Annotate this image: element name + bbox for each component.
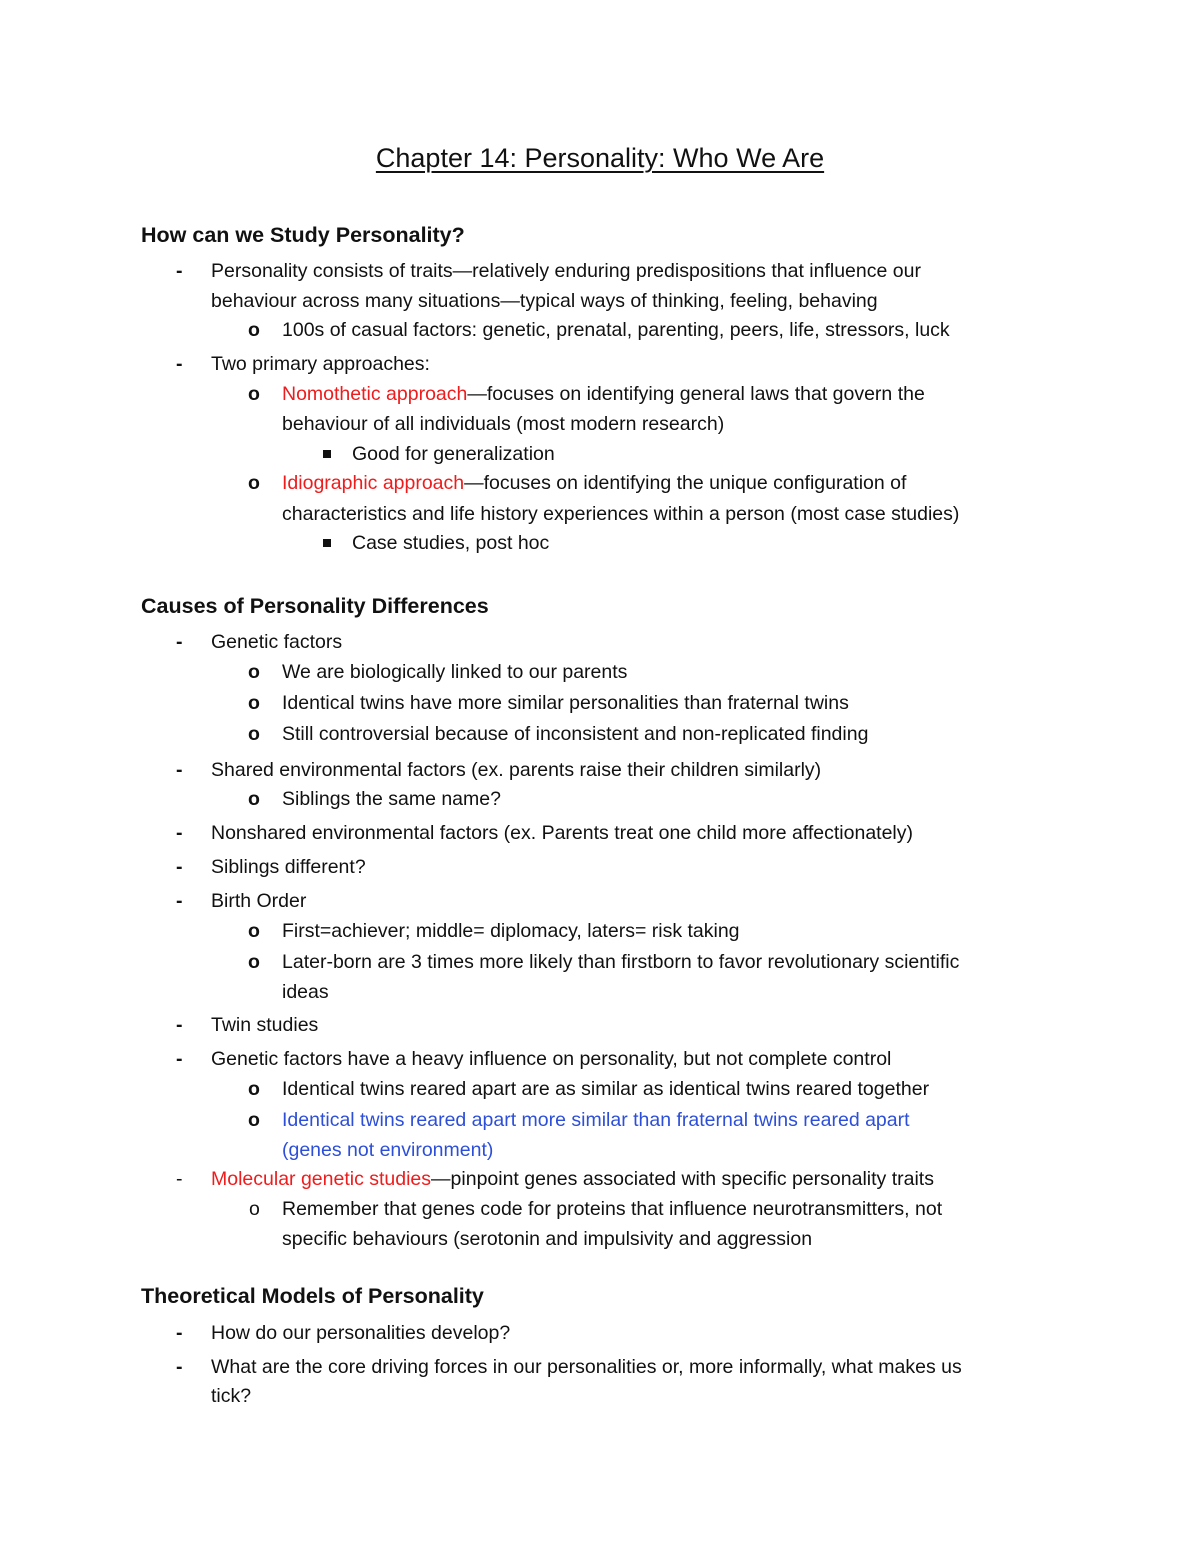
list-item-continuation: behaviour across many situations—typical ways of thinking, feeling, behaving: [211, 290, 878, 312]
dash-bullet: -: [176, 1322, 183, 1344]
sub-list-item: Remember that genes code for proteins that influence neurotransmitters, not: [282, 1198, 943, 1220]
list-item: Shared environmental factors (ex. parents raise their children similarly): [211, 759, 822, 781]
circle-bullet: o: [248, 1078, 260, 1100]
dash-bullet: -: [176, 1356, 183, 1378]
dash-bullet: -: [176, 260, 183, 282]
sub-list-item: We are biologically linked to our parents: [282, 661, 628, 683]
sub-list-item-continuation: behaviour of all individuals (most modern research): [282, 413, 725, 435]
circle-bullet: o: [248, 951, 260, 973]
circle-bullet: o: [248, 472, 260, 494]
dash-bullet: -: [176, 631, 183, 653]
dash-bullet: -: [176, 856, 183, 878]
dash-bullet: -: [176, 1014, 183, 1036]
list-item: Siblings different?: [211, 856, 366, 878]
sub-list-item-continuation: (genes not environment): [282, 1139, 494, 1161]
section-heading-study: How can we Study Personality?: [141, 223, 465, 247]
dash-bullet: -: [176, 1048, 183, 1070]
sub-list-item: Identical twins have more similar personalities than fraternal twins: [282, 692, 849, 714]
term-nomothetic: Nomothetic approach: [282, 383, 468, 405]
circle-bullet: o: [248, 1109, 260, 1131]
dash-bullet: -: [176, 890, 183, 912]
definition-text: —focuses on identifying general laws that govern the: [467, 383, 925, 405]
circle-bullet: o: [248, 723, 260, 745]
list-item: Personality consists of traits—relatively enduring predispositions that influence our: [211, 260, 921, 282]
square-bullet: [323, 539, 331, 547]
square-bullet: [323, 450, 331, 458]
sub-list-item-continuation: specific behaviours (serotonin and impulsivity and aggression: [282, 1228, 813, 1250]
dash-bullet: -: [176, 822, 183, 844]
dash-bullet: -: [176, 1168, 183, 1190]
list-item: Genetic factors: [211, 631, 343, 653]
sub-list-item: 100s of casual factors: genetic, prenatal, parenting, peers, life, stressors, luck: [282, 319, 950, 341]
list-item-molecular: [211, 1164, 934, 1194]
list-item: How do our personalities develop?: [211, 1322, 511, 1344]
sub-list-item: Siblings the same name?: [282, 788, 501, 810]
dash-bullet: -: [176, 759, 183, 781]
term-molecular: Molecular genetic studies: [211, 1168, 432, 1190]
list-item: Birth Order: [211, 890, 307, 912]
definition-text: —focuses on identifying the unique configuration of: [464, 472, 907, 494]
list-item: Twin studies: [211, 1014, 319, 1036]
term-idiographic: Idiographic approach: [282, 472, 465, 494]
page-title: Chapter 14: Personality: Who We Are: [375, 143, 825, 173]
list-item: Genetic factors have a heavy influence on personality, but not complete control: [211, 1048, 892, 1070]
sub-list-item-highlighted: Identical twins reared apart more similar than fraternal twins reared apart: [282, 1109, 910, 1131]
dash-bullet: -: [176, 353, 183, 375]
sub-list-item-continuation: ideas: [282, 981, 329, 1003]
sub-list-item: Still controversial because of inconsistent and non-replicated finding: [282, 723, 869, 745]
sub-list-item: Later-born are 3 times more likely than firstborn to favor revolutionary scientific: [282, 951, 960, 973]
list-item: Two primary approaches:: [211, 353, 430, 375]
circle-bullet: o: [248, 788, 260, 810]
circle-bullet: o: [248, 319, 260, 341]
circle-bullet: o: [248, 692, 260, 714]
sub-list-item-nomothetic: [282, 379, 925, 409]
list-item: Nonshared environmental factors (ex. Parents treat one child more affectionately): [211, 822, 913, 844]
sub-sub-list-item: Good for generalization: [352, 443, 555, 465]
section-heading-causes: Causes of Personality Differences: [141, 594, 489, 618]
sub-list-item: First=achiever; middle= diplomacy, laters= risk taking: [282, 920, 740, 942]
circle-bullet: o: [248, 661, 260, 683]
definition-text: —pinpoint genes associated with specific personality traits: [431, 1168, 934, 1190]
circle-bullet: o: [249, 1198, 260, 1220]
sub-list-item-continuation: characteristics and life history experiences within a person (most case studies): [282, 503, 960, 525]
list-item-continuation: tick?: [211, 1385, 252, 1407]
circle-bullet: o: [248, 920, 260, 942]
circle-bullet: o: [248, 383, 260, 405]
sub-list-item: Identical twins reared apart are as similar as identical twins reared together: [282, 1078, 930, 1100]
section-heading-models: Theoretical Models of Personality: [141, 1284, 484, 1308]
sub-sub-list-item: Case studies, post hoc: [352, 532, 550, 554]
sub-list-item-idiographic: [282, 468, 906, 498]
list-item: What are the core driving forces in our personalities or, more informally, what makes us: [211, 1356, 962, 1378]
